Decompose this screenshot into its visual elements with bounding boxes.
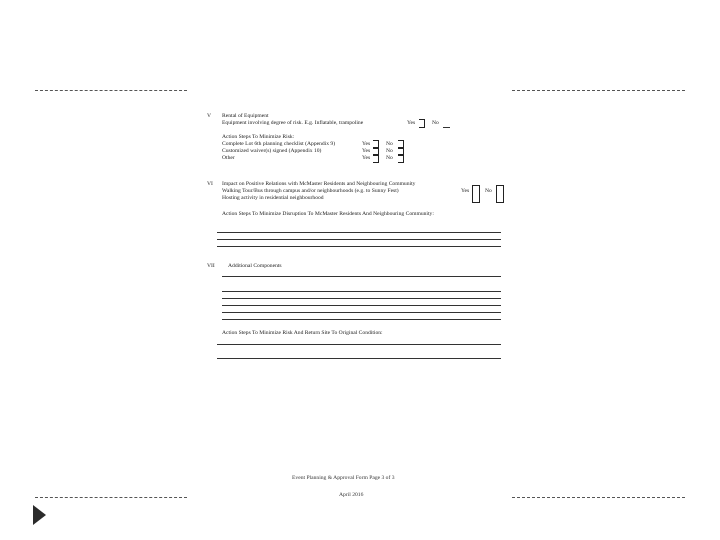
- section-v-row-no: No: [386, 141, 393, 147]
- section-vi-answer-line[interactable]: [217, 246, 501, 247]
- section-v-title: Rental of Equipment: [222, 113, 269, 119]
- section-vi-yes-label: Yes: [461, 188, 470, 194]
- section-vi-line2: Hosting activity in residential neighbourhood: [222, 195, 324, 201]
- next-slide-arrow-icon[interactable]: [33, 505, 46, 525]
- section-vii-answer-line[interactable]: [222, 291, 501, 292]
- section-v-no-blank[interactable]: [443, 127, 450, 128]
- section-vi-actions-heading: Action Steps To Minimize Disruption To McMaster Residents And Neighbouring Community:: [222, 211, 434, 217]
- footer-date: April 2016: [339, 492, 364, 498]
- section-vii-number: VII: [207, 263, 215, 269]
- section-vi-answer-line[interactable]: [217, 239, 501, 240]
- section-v-row-yes: Yes: [362, 141, 371, 147]
- section-v-row-no: No: [386, 155, 393, 161]
- section-v-row-no: No: [386, 148, 393, 154]
- section-v-row-label: Other: [222, 155, 235, 161]
- section-vii-answer-line[interactable]: [217, 344, 501, 345]
- section-vii-answer-line[interactable]: [222, 276, 501, 277]
- section-vi-number: VI: [207, 181, 213, 187]
- section-v-question: Equipment involving degree of risk. E.g. Inflatable, trampoline: [222, 120, 364, 126]
- section-vii-answer-line[interactable]: [222, 298, 501, 299]
- section-vi-no-label: No: [485, 188, 492, 194]
- section-vii-answer-line[interactable]: [222, 319, 501, 320]
- section-v-row-no-checkbox[interactable]: [398, 154, 404, 163]
- section-v-row-yes: Yes: [362, 155, 371, 161]
- section-vii-title: Additional Components: [228, 263, 282, 269]
- section-vi-line1: Walking Tour/Bus through campus and/or neighbourhoods (e.g. to Sunny Fest): [222, 188, 399, 194]
- section-vi-answer-line[interactable]: [217, 232, 501, 233]
- section-v-row-label: Complete Lot 6th planning checklist (Appendix 9): [222, 141, 336, 147]
- section-vi-yes-checkbox[interactable]: [472, 185, 480, 203]
- section-vii-actions-heading: Action Steps To Minimize Risk And Return Site To Original Condition:: [222, 330, 383, 336]
- section-vii-answer-line[interactable]: [222, 312, 501, 313]
- section-v-number: V: [207, 113, 212, 119]
- section-v-row-label: Customized waiver(s) signed (Appendix 10): [222, 148, 322, 154]
- footer-form-page: Event Planning & Approval Form Page 3 of 3: [292, 475, 395, 481]
- section-vii-answer-line[interactable]: [217, 358, 501, 359]
- section-v-actions-heading: Action Steps To Minimize Risk:: [222, 134, 295, 140]
- section-v-no-label: No: [432, 120, 439, 126]
- section-v-row-yes: Yes: [362, 148, 371, 154]
- section-vi-title: Impact on Positive Relations with McMaster Residents and Neighbouring Community: [222, 181, 416, 187]
- section-v-yes-label: Yes: [407, 120, 416, 126]
- section-v-yes-checkbox[interactable]: [419, 119, 425, 128]
- section-vii-answer-line[interactable]: [222, 305, 501, 306]
- section-v-row-yes-checkbox[interactable]: [373, 154, 379, 163]
- section-vi-no-checkbox[interactable]: [496, 185, 504, 203]
